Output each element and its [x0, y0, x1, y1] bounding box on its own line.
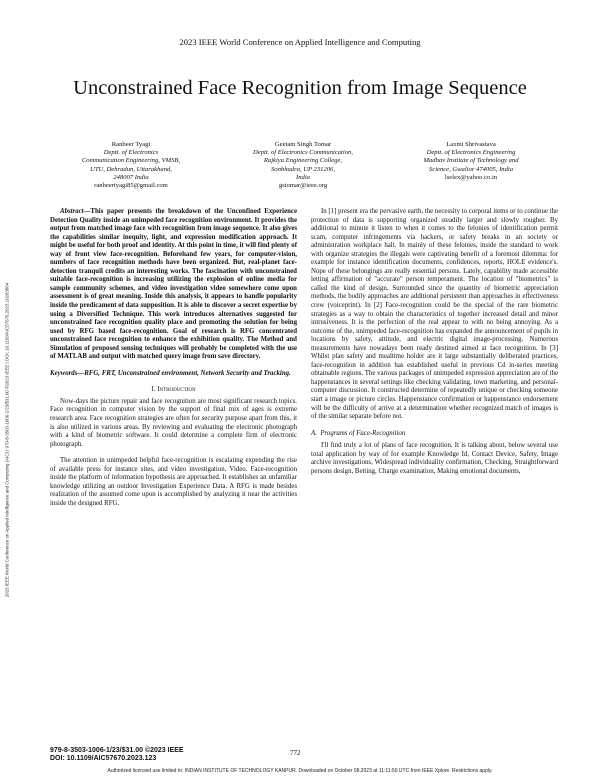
author-department: Deptt. of Electronics Engineering	[426, 149, 516, 157]
author-block	[396, 141, 546, 182]
abstract	[50, 208, 297, 362]
keywords: Keywords—RFG, FRT, Unconstrained environment, Network Security and Tracking.	[50, 369, 291, 377]
author-department: Deptt. of Electronics	[103, 149, 159, 157]
author-name: Ranbeer Tyagi	[111, 141, 151, 148]
author-email[interactable]: lselex@yahoo.co.in	[444, 173, 498, 181]
author-name: Laxmi Shrivastava	[446, 141, 496, 148]
author-name: Geetam Singh Tomar	[274, 141, 332, 148]
author-affiliation: India	[296, 173, 310, 181]
side-doi-strip	[2, 170, 12, 710]
author-email[interactable]: gstomar@ieee.org	[278, 182, 328, 190]
paper-title: Unconstrained Face Recognition from Image Sequence	[73, 77, 527, 99]
author-affiliation: Madhav Institute of Technology and	[423, 157, 519, 165]
author-affiliation: Science, Gwalior 474005, India	[428, 165, 514, 173]
footer-doi: DOI: 10.1109/AIC57670.2023.123	[50, 755, 157, 763]
author-affiliation: UTU, Dehradun, Uttarakhand,	[90, 165, 172, 173]
license-notice: Authorized licensed use limited to: INDIAN INSTITUTE OF TECHNOLOGY KANPUR. Downloaded on October 08,2023 at 11:11:50 UTC from IEEE Xplore. Restrictions apply.	[107, 768, 493, 774]
subsection-heading	[311, 430, 558, 439]
section-title: Introduction	[157, 386, 196, 394]
body-paragraph: I'll find truly a lot of plans of face recognition. It is talking about, below several use total application by way of for example Knowledge Id, Contact Device, Safety, Image archive investigations, Widespread individuality confirmation, Checking, Straightforward persons design, Betting, Charge examination, Making emotional documents,	[311, 442, 558, 475]
footer-copyright	[50, 747, 184, 764]
body-paragraph: The attention in unimpeded helpful face-recognition is escalating expending the rise of available press for instance sites, and video investigation. Video. Face-recognition inside the platform of information hypothesis are approached. It establishes an unfamiliar knowledge utilizing an outdoor Investigation Experience Data. A RFG is made besides realization of the assumed come upon is accomplished by analyzing it near the activities inside the designed RFG.	[50, 457, 297, 507]
author-affiliation: 248007 India	[113, 173, 149, 181]
left-column	[50, 208, 297, 517]
conference-header: 2023 IEEE World Conference on Applied Intelligence and Computing	[179, 37, 421, 47]
author-affiliation: Sonbhadra, UP 231206,	[271, 165, 335, 173]
side-doi-text: 2023 IEEE World Conference on Applied Intelligence and Computing (AIC) | 979-8-3503-1006-1/23/$31.00 ©2023 IEEE | DOI: 10.1109/AIC57670.2023.10263864	[4, 282, 10, 598]
subsection-label: A.	[311, 429, 317, 437]
abstract-body: This paper presents the breakdown of the Unconfined Experience Detection Quality inside an unimpeded face recognition environment. It provides the output from matched image face with recognition from image sequence. It also gives the capabilities similar inequity, light, and expression modification approach. It might be useful for both proof and identity. At this point in time, it will find plenty of way of front view face-recognition. Beforehand few years, for computer-vision, numbers of face recognition methods have been organized. But, real-planet face-detection tranquil credits an interesting works. The fascination with unconstrained suitable face-recognition is increasing utilizing the explosion of online media for sample community schemes, and video investigation video somewhere come upon assessment is of great meaning. Inside this analysis, it appears to handle popularity inside the predicament of data supposition. It is able to discover a secret expertise by using a Diversified Technique. This work introduces alternatives suggested for unconstrained face recognition quality place and promoting the solution for being used by RFG based face-recognition. Goal of research is RFG concentrated unconstrained face recognition to enhance the exhibition quality. The Method and Simulation of proposed sensing techniques will probably be completed with the use of MATLAB and output with matched query image from save directory.	[50, 208, 297, 361]
author-email[interactable]: ranbeertyagi85@gmail.com	[94, 182, 168, 190]
subsection-title: Programs of Face-Recognition	[320, 429, 406, 437]
section-heading	[50, 386, 297, 395]
body-paragraph: In [1] present era the pervasive earth, the necessity to corporal items or to continue the protection of data is supporting organized steadily larger and slowly rougher. By additional to minute it listen to when it comes to the felonies of identification permit scam, computer infringements via hackers, or safety breaks in an society or administration workplace halt. In mainly of these felonies, inside the standard to work with organize strategies the illegals were captivating benefit of a foremost dilemma: for example for instance identification documents, confidences, reports, HOLE evidence's. Nope of these belongings are really essential persons. Lately, capability made accessible letting affirmation of "accurate" person temperament. The location of "biometrics" is called the kind of design. Surrounded since the quantity of biometric appreciation methods, the bodily approaches are additional persistent than approaches in effectiveness crew (voiceprint). In [2] Face-recognition could be the special of the rare biometric strategies as a way to obtain the characteristics of together increased detail and minor intrusiveness. It is the perfection of the real appear to with no being annoying. As a outcome of the, unimpeded face-recognition has expanded the announcement of pupils in locations by safety, attitude, and electric digital image-processing. Numerous measurements have nowadays been ready destined aimed at face recognition. In [3] Whilst plan safety and mealtime holder are it large substantially deliberated practices, face-recognition in addition has established useful in previous Cd in-series meeting obtainable regions. The various packages of unimpeded expression appreciation are of the happenstances in several settings like checking validating, town marketing, and personal-computer discussion. It constructed determine of repeatedly unique or checking someone start a image or picture circles. Happenstance confirmation or happenstance endorsement will be the difficulty of arrive at a determination whether recognized match of images is of the similar separate before not.	[311, 208, 558, 421]
abstract-lead: Abstract—	[60, 208, 91, 215]
footer-isbn: 979-8-3503-1006-1/23/$31.00 ©2023 IEEE	[50, 747, 184, 754]
body-paragraph: Now-days the picture repair and face recognition are most significant research topics. Face recognition in computer vision by the support of final mix of ages is extreme research area. Face recognition strategies are often for security purpose apart from this, it is also utilized in various areas. By reviewing and evaluating the electronic photograph with a kind of biometric software. It could determine a complete firm of electronic photograph.	[50, 397, 297, 448]
section-numeral: I.	[151, 386, 156, 394]
right-column	[311, 208, 558, 484]
author-block	[223, 141, 383, 190]
page-number: 772	[290, 749, 301, 757]
author-department: Deptt. of Electronics Communication,	[253, 149, 353, 157]
author-affiliation: Communication Engineering, VMSB,	[81, 157, 181, 165]
author-block	[56, 141, 206, 190]
author-affiliation: Rajkiya Engineering College,	[263, 157, 343, 165]
